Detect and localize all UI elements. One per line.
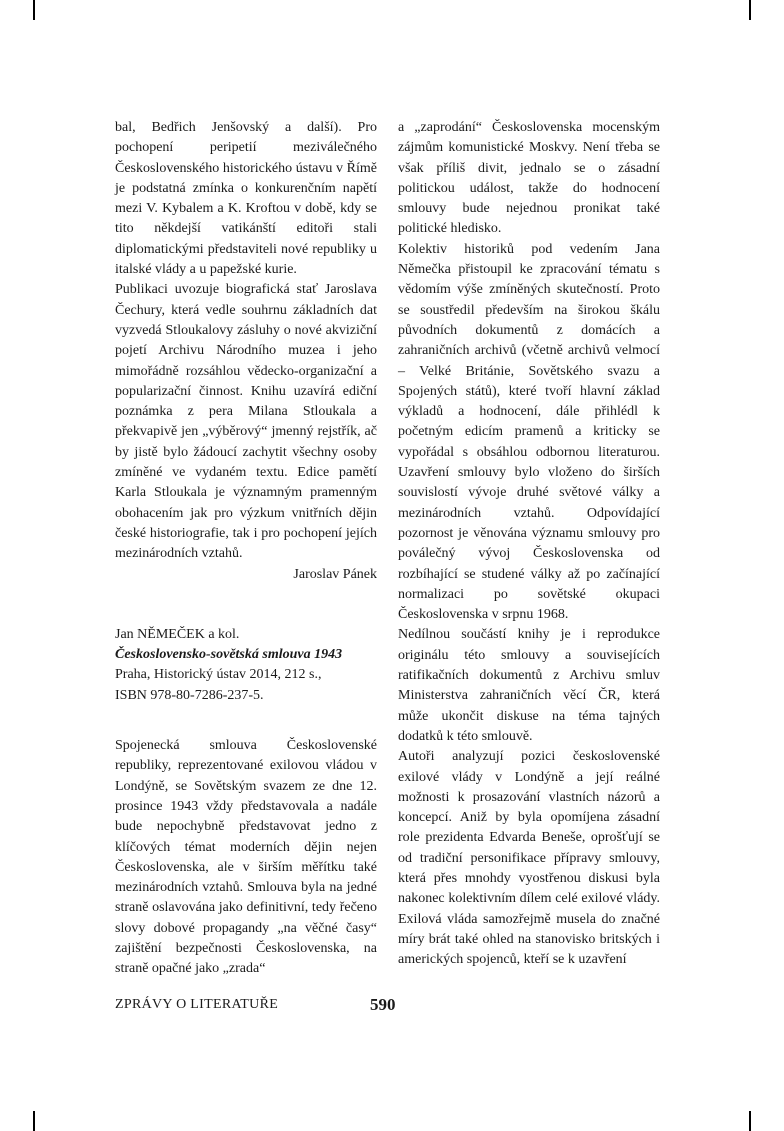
book-publisher: Praha, Historický ústav 2014, 212 s., (115, 667, 322, 683)
review-signature: Jaroslav Pánek (293, 566, 377, 582)
spacer (115, 706, 377, 736)
paragraph: bal, Bedřich Jenšovský a další). Pro pochopení peripetií meziválečného Československého historického ústavu v Římě je podstatná zmínka o konkurenčním napětí mezi V. Kybalem a K. Kroftou v době, kdy se tito někdejší vatikánští editoři stali diplomatickými představiteli nové republiky u italské vlády a u papežské kurie. (115, 120, 377, 278)
crop-mark-top-left (33, 0, 35, 20)
book-isbn: ISBN 978-80-7286-237-5. (115, 687, 264, 703)
paragraph: Nedílnou součástí knihy je i reprodukce originálu této smlouvy a souvisejících ratifikačních dokumentů z Archivu smluv Ministerstva zahraničních věcí ČR, která může ukončit diskuse na téma tajných dodatků k této smlouvě. (398, 627, 660, 744)
crop-mark-bottom-left (33, 1111, 35, 1131)
book-author: Jan NĚMEČEK a kol. (115, 626, 240, 642)
crop-mark-top-right (749, 0, 751, 20)
page-number: 590 (370, 995, 396, 1014)
section-title: ZPRÁVY O LITERATUŘE (115, 997, 279, 1012)
page-footer (115, 997, 675, 1021)
crop-mark-bottom-right (749, 1111, 751, 1131)
left-column (115, 118, 377, 980)
page-body (115, 118, 675, 1018)
paragraph: Spojenecká smlouva Československé republiky, reprezentované exilovou vládou v Londýně, se Sovětským svazem ze dne 12. prosince 1943 vždy představovala a nadále bude nepochybně představovat jedno z klíčových témat moderních dějin nejen Československa, ale v širším měřítku také mezinárodních vztahů. Smlouva byla na jedné straně oslavována jako definitivní, tedy řečeno slovy dobové propagandy „na věčné časy“ zajištění bezpečnosti Československa, na straně opačné jako „zrada“ (115, 738, 377, 977)
spacer (115, 585, 377, 625)
paragraph: a „zaprodání“ Československa mocenským zájmům komunistické Moskvy. Není třeba se však příliš divit, jednalo se o zásadní politickou událost, takže do hodnocení smlouvy bude nejednou pronikat také politické hledisko. (398, 120, 660, 237)
paragraph: Publikaci uvozuje biografická stať Jaroslava Čechury, která vedle souhrnu základních dat vyzvedá Stloukalovy zásluhy o nové akviziční pojetí Archivu Národního muzea i jeho mimořádně rozsáhlou vědecko-organizační a popularizační činnost. Knihu uzavírá ediční poznámka z pera Milana Stloukala a překvapivě jen „výběrový“ jmenný rejstřík, ač by jistě bylo žádoucí zachytit všechny osoby zmíněné ve vydaném textu. Edice pamětí Karla Stloukala je významným pramenným obohacením jak pro výzkum vnitřních dějin české historiografie, tak i pro pochopení jejích mezinárodních vztahů. (115, 282, 377, 562)
paragraph: Kolektiv historiků pod vedením Jana Němečka přistoupil ke zpracování tématu s vědomím výše zmíněných skutečností. Proto se soustředil především na širokou škálu původních dokumentů z domácích a zahraničních archivů (včetně archivů velmocí – Velké Británie, Sovětského svazu a Spojených států), které tvoří hlavní základ výkladů a hodnocení, dále přihlédl k početným edicím pramenů a kriticky se vypořádal s obsáhlou odbornou literaturou. Uzavření smlouvy bylo vloženo do širších souvislostí vývoje druhé světové války a mezinárodních vztahů. Odpovídající pozornost je věnována významu smlouvy pro poválečný vývoj Československa od rozbíhající se studené války až po začínající normalizaci po sovětské okupaci Československa v srpnu 1968. (398, 241, 660, 623)
paragraph: Autoři analyzují pozici československé exilové vlády v Londýně a její reálné možnosti k prosazování vlastních názorů a koncepcí. Aniž by byla opomíjena zásadní role prezidenta Edvarda Beneše, oprošťují se od tradiční personifikace přípravy smlouvy, která přes mnohdy vyostřenou diskusi byla nakonec kolektivním dílem celé exilové vlády. Exilová vláda samozřejmě musela do značné míry brát také ohled na stanovisko britských i amerických spojenců, kteří se k uzavření (398, 749, 660, 968)
book-title: Československo-sovětská smlouva 1943 (115, 647, 343, 663)
right-column (398, 118, 660, 970)
